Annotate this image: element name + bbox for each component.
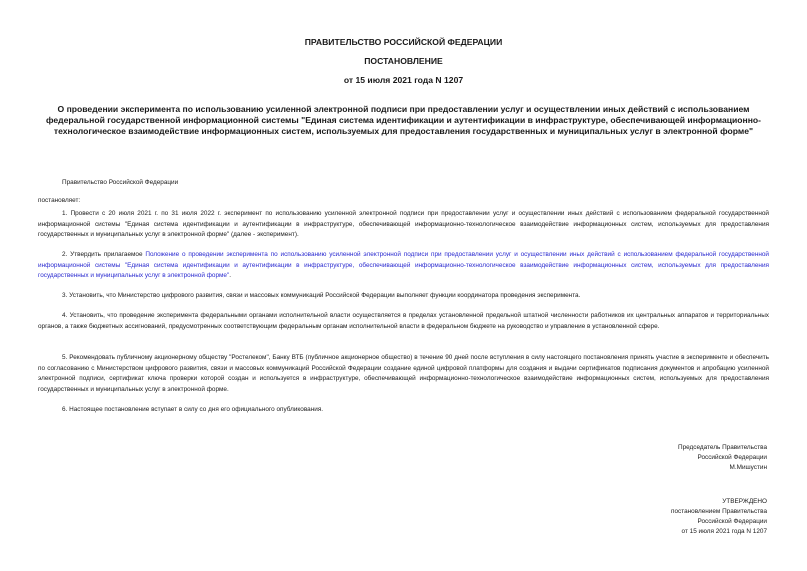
paragraph-2-suffix: .: [229, 272, 232, 279]
paragraph-1: 1. Провести с 20 июля 2021 г. по 31 июля 2022 г. эксперимент по использованию усиленной электронной подписи при предоставлении услуг и осуществлении иных действий с использованием федеральной государственной информационной системы "Единая система идентификации и аутентификации в инфраструктуре, обеспечивающей информационно-технологическое взаимодействие информационных систем, используемых для предоставления государственных и муниципальных услуг в электронной форме" (далее - эксперимент).: [38, 210, 769, 238]
paragraph-6: 6. Настоящее постановление вступает в силу со дня его официального опубликования.: [62, 406, 324, 413]
approval-block: [547, 497, 767, 537]
government-heading: ПРАВИТЕЛЬСТВО РОССИЙСКОЙ ФЕДЕРАЦИИ: [304, 37, 503, 47]
paragraph-decrees: постановляет:: [38, 197, 81, 204]
document-date-number: от 15 июля 2021 года N 1207: [343, 75, 464, 85]
paragraph-2-prefix: 2. Утвердить прилагаемое: [62, 251, 146, 258]
document-title: О проведении эксперимента по использованию усиленной электронной подписи при предоставлении услуг и осуществлении иных действий с использованием федеральной государственной информационной системы "Единая система идентификации и аутентификации в инфраструктуре, обеспечивающей информационно-технологическое взаимодействие информационных систем, используемых для предоставления государственных и муниципальных услуг в электронной форме": [45, 104, 762, 136]
regulation-link[interactable]: Положение о проведении эксперимента по использованию усиленной электронной подписи при предоставлении услуг и осуществлении иных действий с использованием федеральной государственной информационной системы "Единая система идентификации и аутентификации в инфраструктуре, обеспечивающей информационно-технологическое взаимодействие информационных систем, используемых для предоставления государственных и муниципальных услуг в электронной форме": [38, 251, 769, 279]
paragraph-2: [38, 250, 769, 282]
paragraph-5: 5. Рекомендовать публичному акционерному обществу "Ростелеком", Банку ВТБ (публичное акционерное общество) в течение 90 дней после вступления в силу настоящего постановления принять участие в эксперименте и обеспечить по согласованию с Министерством цифрового развития, связи и массовых коммуникаций Российской Федерации создание единой цифровой платформы для создания и выдачи сертификатов подписания документов и апробацию усиленной электронной подписи, сертификат ключа проверки которой создан и используется в инфраструктуре, обеспечивающей информационно-технологическое взаимодействие информационных систем, используемых для предоставления государственных и муниципальных услуг в электронной форме.: [38, 354, 769, 393]
signature-position: Председатель Правительства: [678, 444, 767, 451]
paragraph-3: 3. Установить, что Министерство цифрового развития, связи и массовых коммуникаций Российской Федерации выполняет функции координатора проведения эксперимента.: [62, 292, 581, 299]
document-type-heading: ПОСТАНОВЛЕНИЕ: [364, 56, 443, 66]
approval-date-number: от 15 июля 2021 года N 1207: [681, 528, 767, 535]
approval-by: постановлением Правительства: [671, 508, 767, 515]
signature-organization: Российской Федерации: [697, 454, 767, 461]
paragraph-intro: Правительство Российской Федерации: [62, 179, 179, 186]
signature-block: [547, 443, 767, 473]
paragraph-4: 4. Установить, что проведение эксперимента федеральными органами исполнительной власти осуществляется в пределах установленной предельной штатной численности работников их центральных аппаратов и территориальных органов, а также бюджетных ассигнований, предусмотренных соответствующим федеральным органам исполнительной власти в федеральном бюджете на руководство и управление в установленной сфере.: [38, 312, 769, 330]
approval-stamp: УТВЕРЖДЕНО: [722, 498, 767, 505]
signature-name: М.Мишустин: [729, 464, 767, 471]
approval-organization: Российской Федерации: [697, 518, 767, 525]
